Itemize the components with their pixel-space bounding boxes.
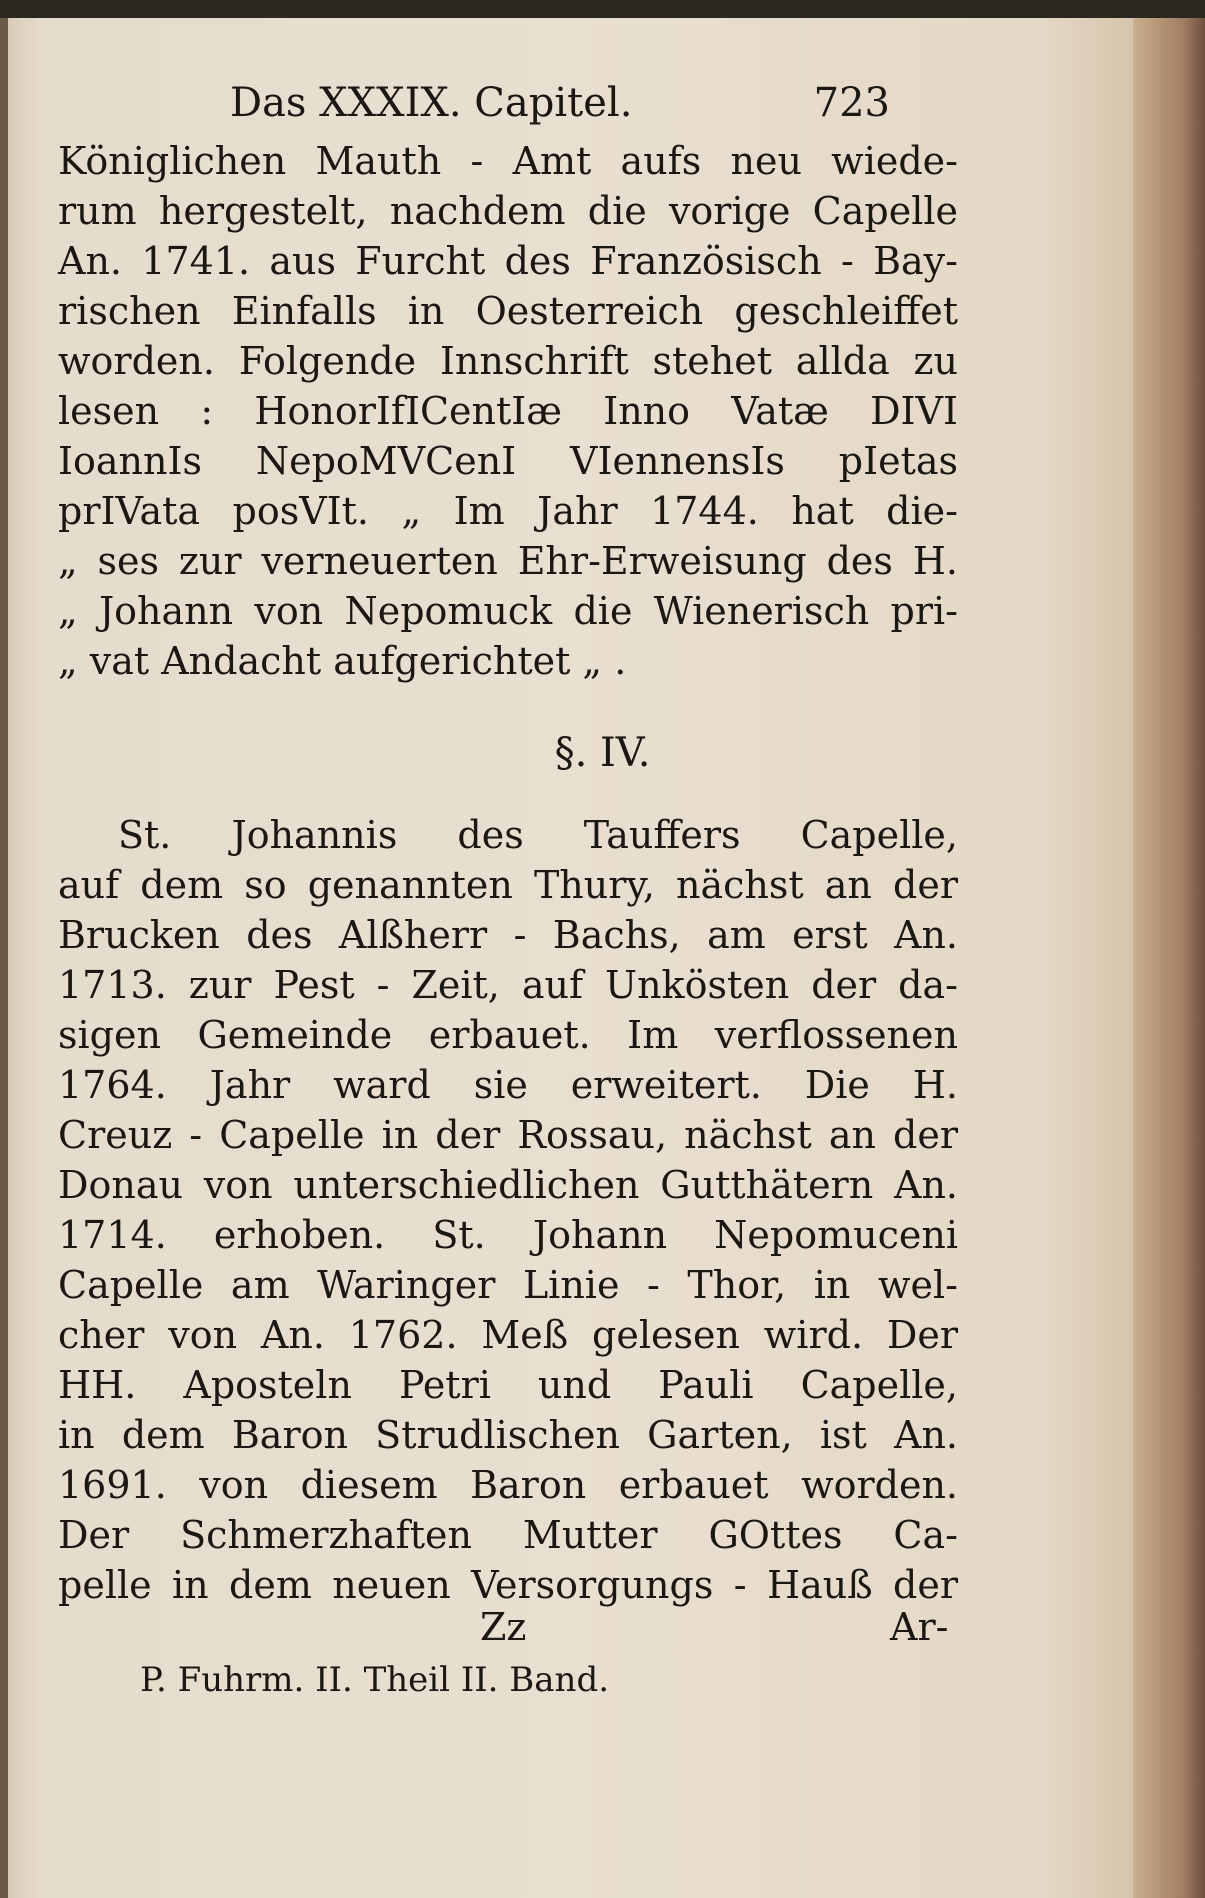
book-page-edges [1133, 18, 1205, 1898]
text-line: Königlichen Mauth - Amt aufs neu wiede- [58, 139, 958, 183]
paragraph-2 [58, 810, 958, 1610]
text-line: 1764. Jahr ward sie erweitert. Die H. [58, 1063, 958, 1107]
text-line: HH. Aposteln Petri und Pauli Capelle, [58, 1363, 958, 1407]
text-line: „ vat Andacht aufgerichtet „ . [58, 639, 627, 683]
text-line: prIVata posVIt. „ Im Jahr 1744. hat die- [58, 489, 958, 533]
text-line: An. 1741. aus Furcht des Französisch - Bay- [58, 239, 958, 283]
text-line: IoannIs NepoMVCenI VIennensIs pIetas [58, 439, 958, 483]
footer-note: P. Fuhrm. II. Theil II. Band. [140, 1660, 610, 1700]
text-line: Capelle am Waringer Linie - Thor, in wel- [58, 1263, 958, 1307]
paragraph-1 [58, 136, 958, 686]
section-heading: §. IV. [554, 730, 651, 776]
text-line: „ ses zur verneuerten Ehr-Erweisung des H. [58, 539, 958, 583]
text-line: sigen Gemeinde erbauet. Im verflossenen [58, 1013, 958, 1057]
text-line: rischen Einfalls in Oesterreich geschleiffet [58, 289, 958, 333]
text-line: rum hergestelt, nachdem die vorige Capelle [58, 189, 958, 233]
text-line: in dem Baron Strudlischen Garten, ist An. [58, 1413, 958, 1457]
text-line: Creuz - Capelle in der Rossau, nächst an der [58, 1113, 958, 1157]
running-header [230, 80, 890, 126]
catchword: Ar- [890, 1605, 949, 1649]
text-line: 1713. zur Pest - Zeit, auf Unkösten der da- [58, 963, 958, 1007]
text-line: pelle in dem neuen Versorgungs - Hauß der [58, 1563, 958, 1607]
text-line: lesen : HonorIfICentIæ Inno Vatæ DIVI [58, 389, 958, 433]
text-line: „ Johann von Nepomuck die Wienerisch pri- [58, 589, 958, 633]
text-line: 1714. erhoben. St. Johann Nepomuceni [58, 1213, 958, 1257]
text-line: worden. Folgende Innschrift stehet allda zu [58, 339, 958, 383]
page-number: 723 [813, 80, 890, 126]
book-gutter [0, 18, 8, 1898]
text-line: Der Schmerzhaften Mutter GOttes Ca- [58, 1513, 958, 1557]
text-line: St. Johannis des Tauffers Capelle, [118, 813, 958, 857]
running-title: Das XXXIX. Capitel. [230, 80, 633, 126]
text-line: cher von An. 1762. Meß gelesen wird. Der [58, 1313, 958, 1357]
text-line: auf dem so genannten Thury, nächst an der [58, 863, 958, 907]
text-line: Brucken des Alßherr - Bachs, am erst An. [58, 913, 958, 957]
scan-top-border [0, 0, 1205, 20]
text-line: Donau von unterschiedlichen Gutthätern An. [58, 1163, 958, 1207]
text-line: 1691. von diesem Baron erbauet worden. [58, 1463, 958, 1507]
signature-mark: Zz [480, 1605, 527, 1649]
